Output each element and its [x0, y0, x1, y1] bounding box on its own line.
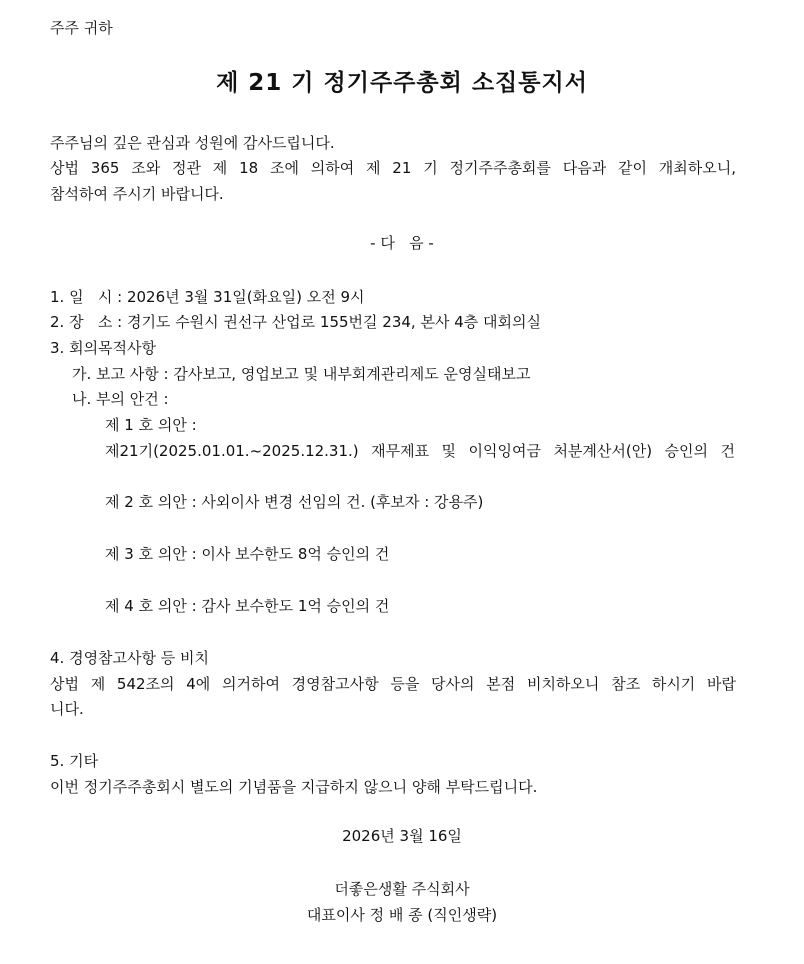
salutation: 주주 귀하: [50, 19, 113, 37]
intro-line: 상법 365 조와 정관 제 18 조에 의하여 제 21 기 정기주주총회를 다음과 같이 개최하오니,: [50, 159, 736, 177]
other-text: 이번 정기주주총회시 별도의 기념품을 지급하지 않으니 양해 부탁드립니다.: [50, 778, 538, 796]
intro-line: 참석하여 주시기 바랍니다.: [50, 185, 224, 203]
resolution-3: 제 3 호 의안 : 이사 보수한도 8억 승인의 건: [105, 545, 390, 563]
page-title: 제 21 기 정기주주총회 소집통지서: [216, 70, 588, 96]
resolution-2: 제 2 호 의안 : 사외이사 변경 선임의 건. (후보자 : 강용주): [105, 493, 484, 511]
intro-line: 주주님의 깊은 관심과 성원에 감사드립니다.: [50, 134, 335, 152]
meeting-location: 2. 장 소 : 경기도 수원시 권선구 산업로 155번길 234, 본사 4층 대회의실: [50, 313, 541, 331]
other-heading: 5. 기타: [50, 752, 99, 770]
reference-text: 상법 제 542조의 4에 의거하여 경영참고사항 등을 당사의 본점 비치하오니 참조 하시기 바랍: [50, 675, 736, 693]
reference-heading: 4. 경영참고사항 등 비치: [50, 649, 210, 667]
reference-text: 니다.: [50, 700, 84, 718]
resolution-heading: 나. 부의 안건 :: [72, 390, 169, 408]
separator: - 다 음 -: [370, 234, 434, 252]
report-items: 가. 보고 사항 : 감사보고, 영업보고 및 내부회계관리제도 운영실태보고: [72, 365, 531, 383]
meeting-datetime: 1. 일 시 : 2026년 3월 31일(화요일) 오전 9시: [50, 288, 365, 306]
resolution-4: 제 4 호 의안 : 감사 보수한도 1억 승인의 건: [105, 597, 390, 615]
agenda-heading: 3. 회의목적사항: [50, 339, 157, 357]
company-name: 더좋은생활 주식회사: [334, 880, 470, 898]
representative: 대표이사 정 배 종 (직인생략): [306, 906, 498, 924]
notice-date: 2026년 3월 16일: [342, 827, 462, 845]
resolution-1-label: 제 1 호 의안 :: [105, 416, 197, 434]
resolution-1-text: 제21기(2025.01.01.~2025.12.31.) 재무제표 및 이익잉여금 처분계산서(안) 승인의 건: [105, 442, 735, 460]
